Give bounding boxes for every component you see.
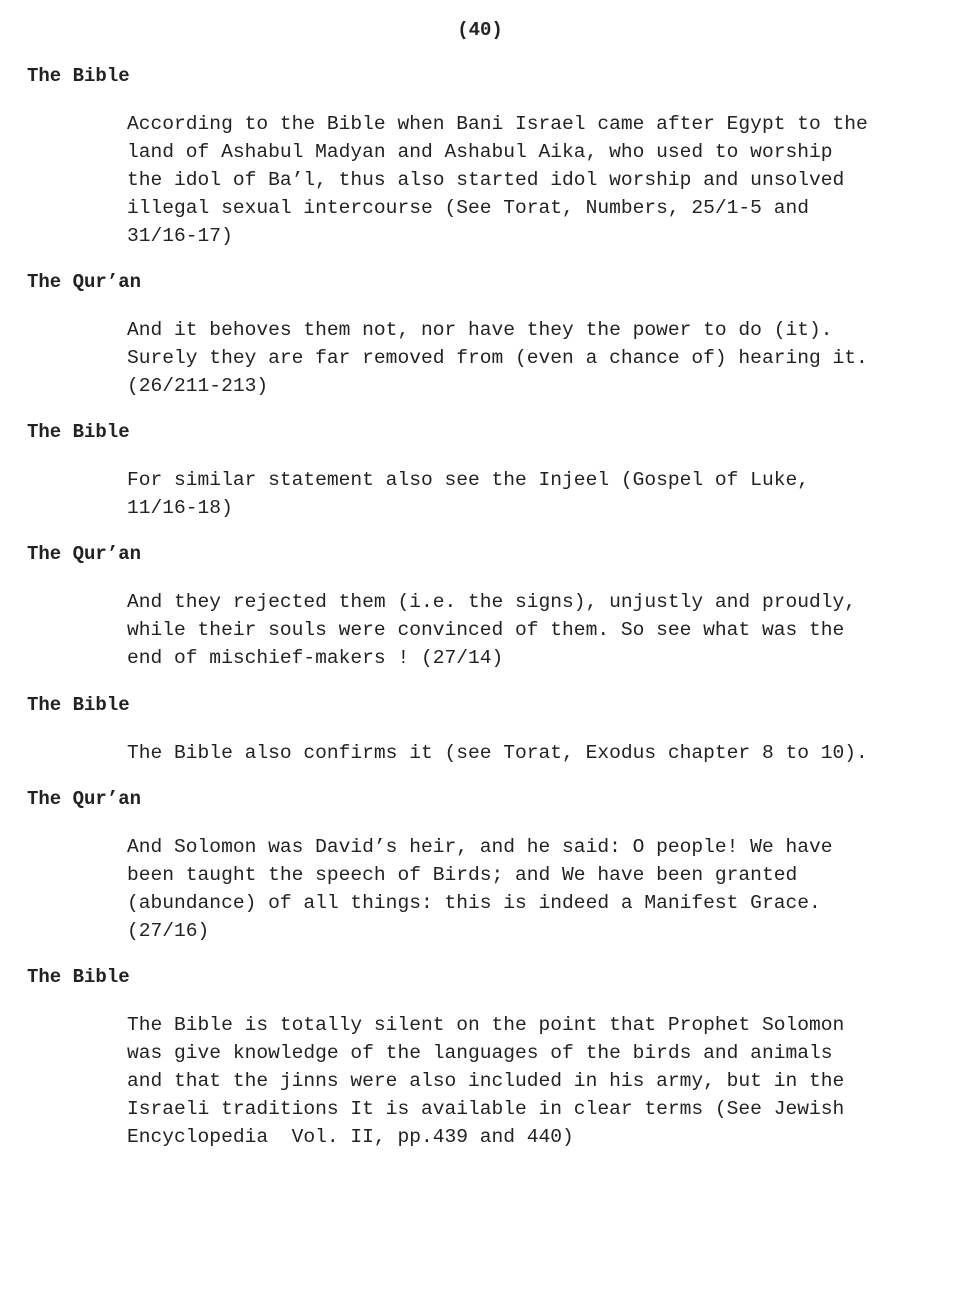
section-heading: The Qur’an — [27, 543, 142, 565]
text-line: For similar statement also see the Injeel (Gospel of Luke, — [127, 469, 809, 491]
text-line: The Bible also confirms it (see Torat, Exodus chapter 8 to 10). — [127, 742, 868, 764]
section-text — [127, 588, 947, 672]
text-line: (27/16) — [127, 920, 210, 942]
text-line: land of Ashabul Madyan and Ashabul Aika, who used to worship — [127, 141, 833, 163]
text-line: The Bible is totally silent on the point that Prophet Solomon — [127, 1014, 845, 1036]
page-number: (40) — [457, 19, 503, 41]
text-line: and that the jinns were also included in his army, but in the — [127, 1070, 845, 1092]
section-heading: The Bible — [27, 65, 130, 87]
text-line: was give knowledge of the languages of the birds and animals — [127, 1042, 833, 1064]
text-line: been taught the speech of Birds; and We have been granted — [127, 864, 798, 886]
section-text — [127, 316, 947, 400]
text-line: And they rejected them (i.e. the signs), unjustly and proudly, — [127, 591, 857, 613]
text-line: Encyclopedia Vol. II, pp.439 and 440) — [127, 1126, 574, 1148]
section-text — [127, 833, 947, 945]
text-line: Israeli traditions It is available in clear terms (See Jewish — [127, 1098, 845, 1120]
text-line: 31/16-17) — [127, 225, 233, 247]
text-line: (abundance) of all things: this is indeed a Manifest Grace. — [127, 892, 821, 914]
text-line: illegal sexual intercourse (See Torat, Numbers, 25/1-5 and — [127, 197, 809, 219]
section-heading: The Bible — [27, 421, 130, 443]
section-text — [127, 1011, 947, 1151]
text-line: the idol of Ba’l, thus also started idol worship and unsolved — [127, 169, 845, 191]
text-line: 11/16-18) — [127, 497, 233, 519]
section-heading: The Qur’an — [27, 788, 142, 810]
section-heading: The Bible — [27, 966, 130, 988]
text-line: And Solomon was David’s heir, and he said: O people! We have — [127, 836, 833, 858]
text-line: (26/211-213) — [127, 375, 269, 397]
section-text — [127, 466, 947, 522]
section-text — [127, 739, 947, 767]
section-text — [127, 110, 947, 250]
text-line: while their souls were convinced of them. So see what was the — [127, 619, 845, 641]
text-line: Surely they are far removed from (even a chance of) hearing it. — [127, 347, 868, 369]
text-line: And it behoves them not, nor have they the power to do (it). — [127, 319, 833, 341]
text-line: According to the Bible when Bani Israel came after Egypt to the — [127, 113, 868, 135]
section-heading: The Qur’an — [27, 271, 142, 293]
text-line: end of mischief-makers ! (27/14) — [127, 647, 504, 669]
section-heading: The Bible — [27, 694, 130, 716]
